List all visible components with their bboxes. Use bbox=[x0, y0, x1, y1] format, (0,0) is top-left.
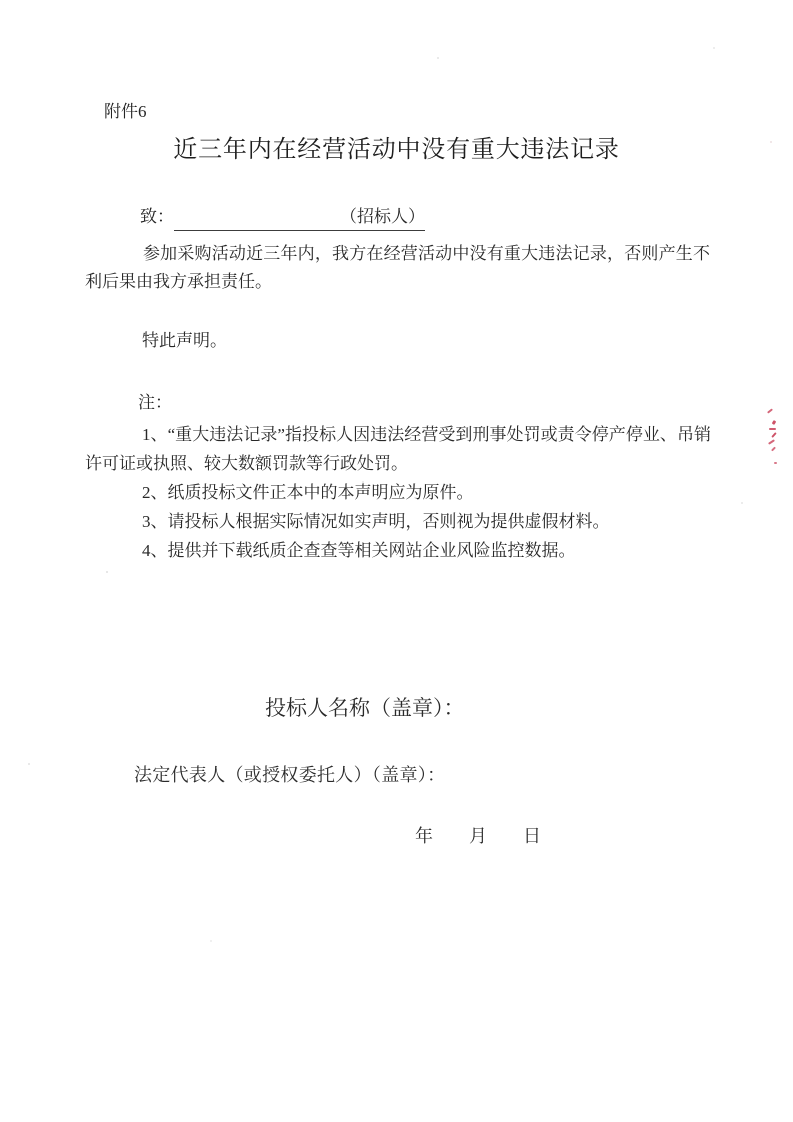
date-blank-line: 年 月 日 bbox=[415, 826, 541, 846]
seal-fragment-dash bbox=[768, 439, 775, 444]
attachment-label: 附件6 bbox=[104, 102, 147, 121]
seal-fragment-dash bbox=[772, 420, 777, 425]
note-item-4: 4、提供并下载纸质企查查等相关网站企业风险监控数据。 bbox=[142, 541, 576, 560]
document-title: 近三年内在经营活动中没有重大违法记录 bbox=[173, 137, 620, 163]
legal-representative-seal-label: 法定代表人（或授权委托人）（盖章）： bbox=[134, 765, 446, 785]
seal-fragment-dash bbox=[769, 428, 776, 430]
salutation-suffix: （招标人） bbox=[340, 207, 425, 226]
note-item-1: 1、“重大违法记录”指投标人因违法经营受到刑事处罚或责令停产停业、吊销许可证或执照、较大数额罚款等行政处罚。 bbox=[85, 425, 711, 473]
declaration-paragraph: 参加采购活动近三年内，我方在经营活动中没有重大违法记录，否则产生不利后果由我方承担责任。 bbox=[85, 244, 710, 291]
seal-fragment-dash bbox=[771, 447, 776, 452]
bidder-name-seal-label: 投标人名称（盖章）： bbox=[265, 696, 465, 720]
declaration-closing: 特此声明。 bbox=[142, 331, 227, 350]
seal-fragment-dot bbox=[774, 462, 777, 464]
salutation-line bbox=[140, 205, 425, 231]
recipient-blank-field bbox=[174, 211, 340, 228]
seal-fragment-dash bbox=[771, 432, 777, 438]
notes-label: 注： bbox=[138, 393, 172, 412]
seal-fragment-dash bbox=[767, 408, 773, 413]
notes-list bbox=[85, 420, 711, 565]
salutation-underline bbox=[174, 205, 425, 231]
salutation-prefix: 致： bbox=[140, 207, 174, 226]
note-item-3: 3、请投标人根据实际情况如实声明，否则视为提供虚假材料。 bbox=[142, 512, 610, 531]
note-item-2: 2、纸质投标文件正本中的本声明应为原件。 bbox=[142, 483, 474, 502]
